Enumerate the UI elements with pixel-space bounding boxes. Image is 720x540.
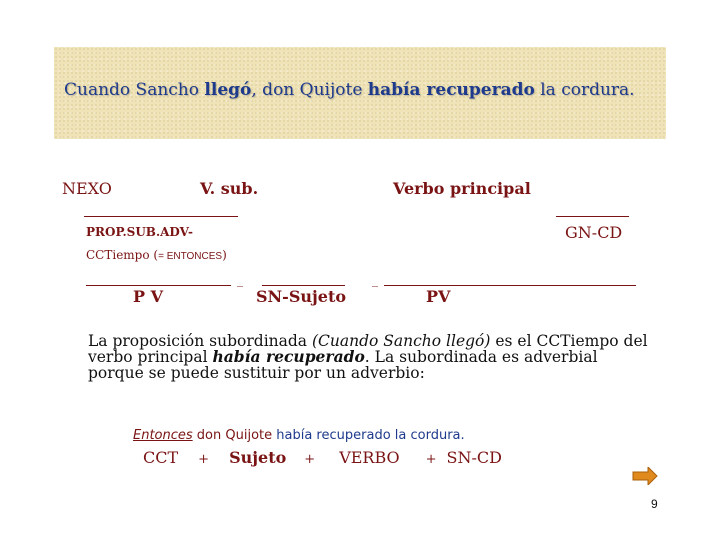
formula-sujeto: Sujeto (229, 448, 287, 467)
label-prop-sub: PROP.SUB.ADV- (86, 225, 194, 239)
example-rest: había recuperado la cordura. (276, 428, 465, 443)
structure-formula (143, 448, 502, 467)
cctiempo-close: ) (222, 248, 227, 262)
banner-sentence (64, 80, 635, 100)
dash-1: _ (237, 273, 243, 287)
label-pv-right: PV (426, 287, 451, 306)
underline-prop-sub (84, 216, 238, 217)
underline-pv-left (86, 285, 231, 286)
explanation-paragraph (88, 333, 648, 381)
label-sn-sujeto: SN-Sujeto (256, 287, 347, 306)
formula-verbo: VERBO (339, 448, 400, 467)
para-subordinate: (Cuando Sancho llegó) (311, 332, 491, 350)
para-text-3: . La subordinada es adverbial porque se puede sustituir por un adverbio: (88, 348, 598, 382)
banner-part-5: la cordura. (534, 80, 635, 100)
arrow-right-icon (632, 467, 658, 485)
label-v-sub: V. sub. (200, 179, 259, 198)
label-gn-cd: GN-CD (565, 223, 623, 242)
banner-part-3: , don Quijote (251, 80, 368, 100)
label-pv-left: P V (133, 287, 164, 306)
formula-cct: CCT (143, 448, 179, 467)
page-number: 9 (651, 497, 658, 511)
cctiempo-text: CCTiempo ( (86, 248, 159, 262)
example-don-quijote: don Quijote (192, 428, 277, 443)
formula-plus-2: + (304, 452, 316, 467)
underline-sn-sujeto (262, 285, 345, 286)
label-cctiempo (86, 248, 227, 262)
para-text-1: La proposición subordinada (88, 332, 312, 350)
example-entonces: Entonces (133, 428, 193, 443)
para-text-2: es el CCTiempo del verbo principal (88, 332, 648, 366)
underline-pv-right (384, 285, 636, 286)
para-main-verb: había recuperado (212, 347, 365, 366)
formula-sn-cd: SN-CD (446, 448, 502, 467)
dash-2: _ (372, 273, 378, 287)
next-slide-button[interactable] (632, 467, 658, 485)
example-sentence (133, 428, 465, 443)
banner-part-1: Cuando Sancho (64, 80, 205, 100)
banner-verb-main: había recuperado (367, 80, 535, 100)
formula-plus-3: + (425, 452, 437, 467)
entonces-note: = ENTONCES (158, 251, 223, 262)
label-verbo-principal: Verbo principal (393, 179, 531, 198)
underline-gn-cd (556, 216, 629, 217)
banner-verb-sub: llegó (204, 80, 252, 100)
sentence-banner (54, 47, 666, 139)
formula-plus-1: + (198, 452, 210, 467)
label-nexo: NEXO (62, 179, 112, 198)
